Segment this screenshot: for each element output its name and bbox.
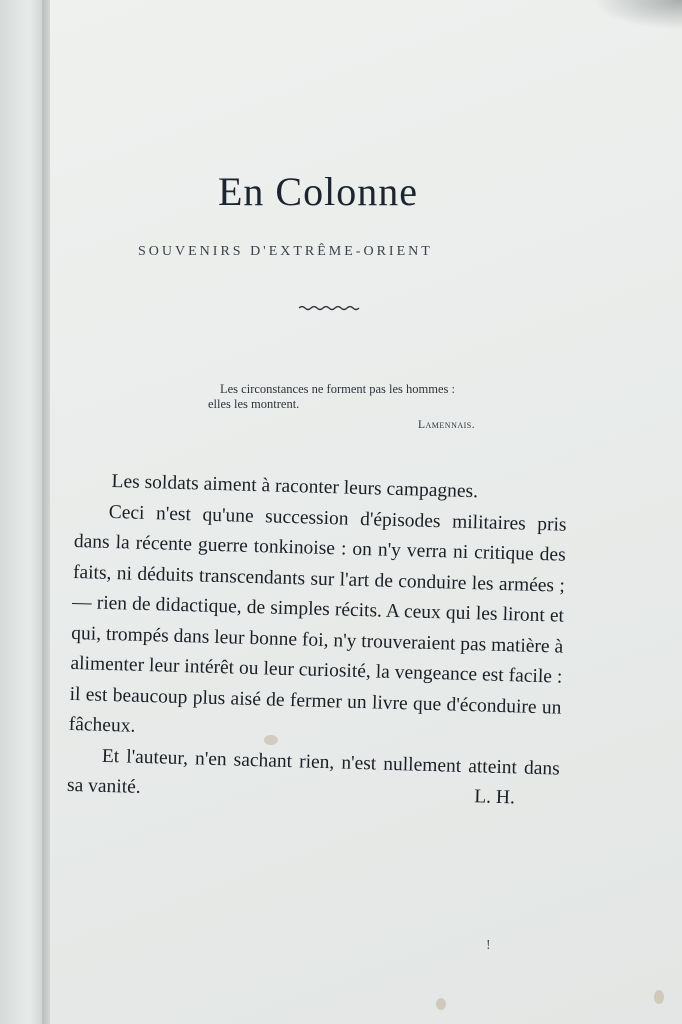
page-subtitle: SOUVENIRS D'EXTRÊME-ORIENT <box>138 244 433 259</box>
paper-stain <box>436 998 446 1010</box>
preface-text <box>67 466 568 815</box>
paragraph-3-text: Et l'auteur, n'en sachant rien, n'est nullement atteint dans sa vanité. <box>66 745 561 798</box>
page-corner-shadow <box>592 0 682 30</box>
left-page-edge <box>0 0 48 1024</box>
epigraph-author: Lamennais. <box>418 419 476 431</box>
paper-stain <box>654 990 664 1004</box>
epigraph-line-2: elles les montrent. <box>208 397 300 411</box>
signature: L. H. <box>474 786 516 809</box>
page-title: En Colonne <box>218 169 418 214</box>
paragraph-1: Les soldats aiment à raconter leurs campagnes. <box>111 471 479 503</box>
epigraph <box>208 382 565 433</box>
page-mark: ! <box>486 938 491 953</box>
wavy-divider-icon <box>298 303 360 313</box>
paper-stain <box>264 735 278 745</box>
paragraph-2: Ceci n'est qu'une succession d'épisodes militaires pris dans la récente guerre tonkinoise : on n'y verra ni critique des faits, ni déduits transcendants sur l'art de conduire les armées ; — rien de didactique, de simples récits. A ceux qui les liront et qui, trompés dans leur bonne foi, n'y trouveraient pas matière à alimenter leur intérêt ou leur curiosité, la vengeance est facile : il est beaucoup plus aisé de fermer un livre que d'éconduire un fâcheux. <box>68 501 567 737</box>
epigraph-line-1: Les circonstances ne forment pas les hommes : <box>220 382 455 396</box>
